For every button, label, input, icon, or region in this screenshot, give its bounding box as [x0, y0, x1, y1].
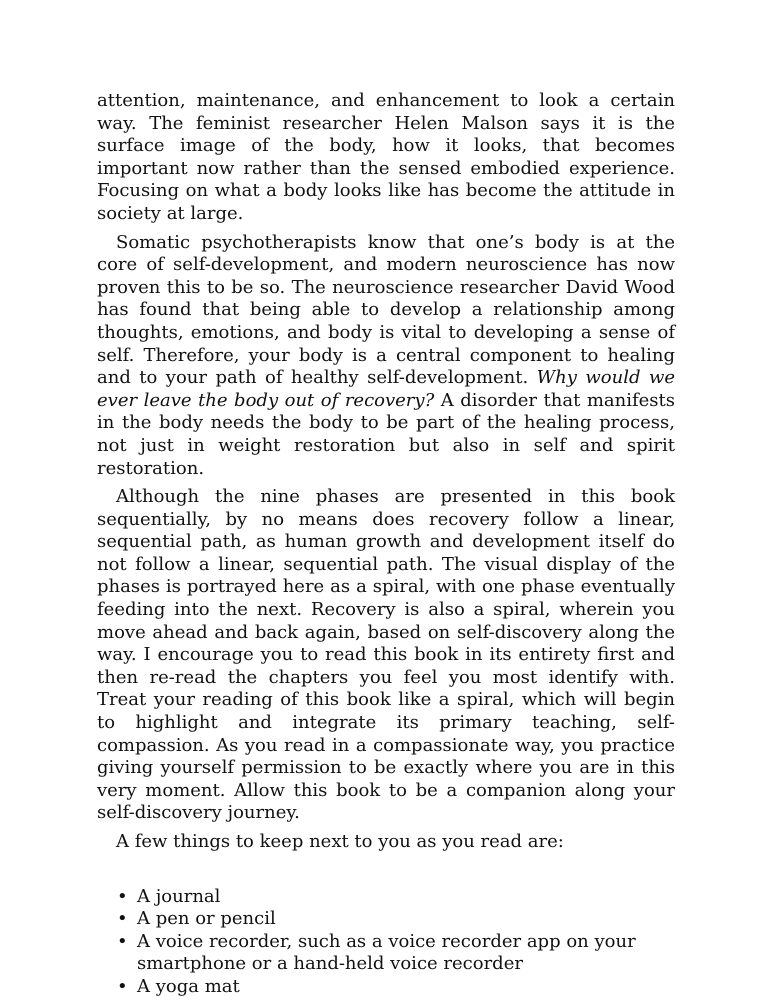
- list-item-text: A voice recorder, such as a voice recorder app on your smartphone or a hand-held voice recorder: [137, 930, 636, 975]
- list-item: [97, 886, 675, 909]
- bullet-icon: •: [117, 975, 128, 997]
- book-page: [97, 90, 675, 999]
- bullet-icon: •: [117, 885, 128, 907]
- list-item-text: A journal: [137, 885, 221, 907]
- paragraph-somatic-text: Somatic psychotherapists know that one’s body is at the core of self-development, and modern neuroscience has now proven this to be so. The neuroscience researcher David Wood has found that being able to develop a relationship among thoughts, emotions, and body is vital to developing a sense of self. Therefore, your body is a central component to healing and to your path of healthy self-development.: [97, 231, 675, 389]
- paragraph-somatic: [97, 232, 675, 481]
- paragraph-nine-phases: Although the nine phases are presented in this book sequentially, by no means does recovery follow a linear, sequential path, as human growth and development itself do not follow a linear, sequential path. The visual display of the phases is portrayed here as a spiral, with one phase eventually feeding into the next. Recovery is also a spiral, wherein you move ahead and back again, based on self-discovery along the way. I encourage you to read this book in its entirety first and then re-read the chapters you feel you most identify with. Treat your reading of this book like a spiral, which will begin to highlight and integrate its primary teaching, self-compassion. As you read in a compassionate way, you practice giving yourself permission to be exactly where you are in this very moment. Allow this book to be a companion along your self-discovery journey.: [97, 486, 675, 824]
- list-item: [97, 976, 675, 999]
- bullet-icon: •: [117, 908, 128, 930]
- list-item: [97, 931, 675, 976]
- paragraph-somatic-italic-question: Why would we ever leave the body out of recovery?: [97, 367, 675, 411]
- items-list: [97, 886, 675, 999]
- list-item: [97, 908, 675, 931]
- bullet-icon: •: [117, 930, 128, 952]
- list-item-text: A pen or pencil: [137, 908, 276, 930]
- paragraph-things-to-keep: A few things to keep next to you as you read are:: [116, 831, 564, 852]
- paragraph-somatic-text-end: A disorder that manifests in the body needs the body to be part of the healing process, not just in weight restoration but also in self and spirit restoration.: [97, 389, 676, 479]
- list-item-text: A yoga mat: [137, 975, 240, 997]
- paragraph-body-image: attention, maintenance, and enhancement to look a certain way. The feminist researcher Helen Malson says it is the surface image of the body, how it looks, that becomes important now rather than the sensed embodied experience. Focusing on what a body looks like has become the attitude in society at large.: [97, 90, 675, 224]
